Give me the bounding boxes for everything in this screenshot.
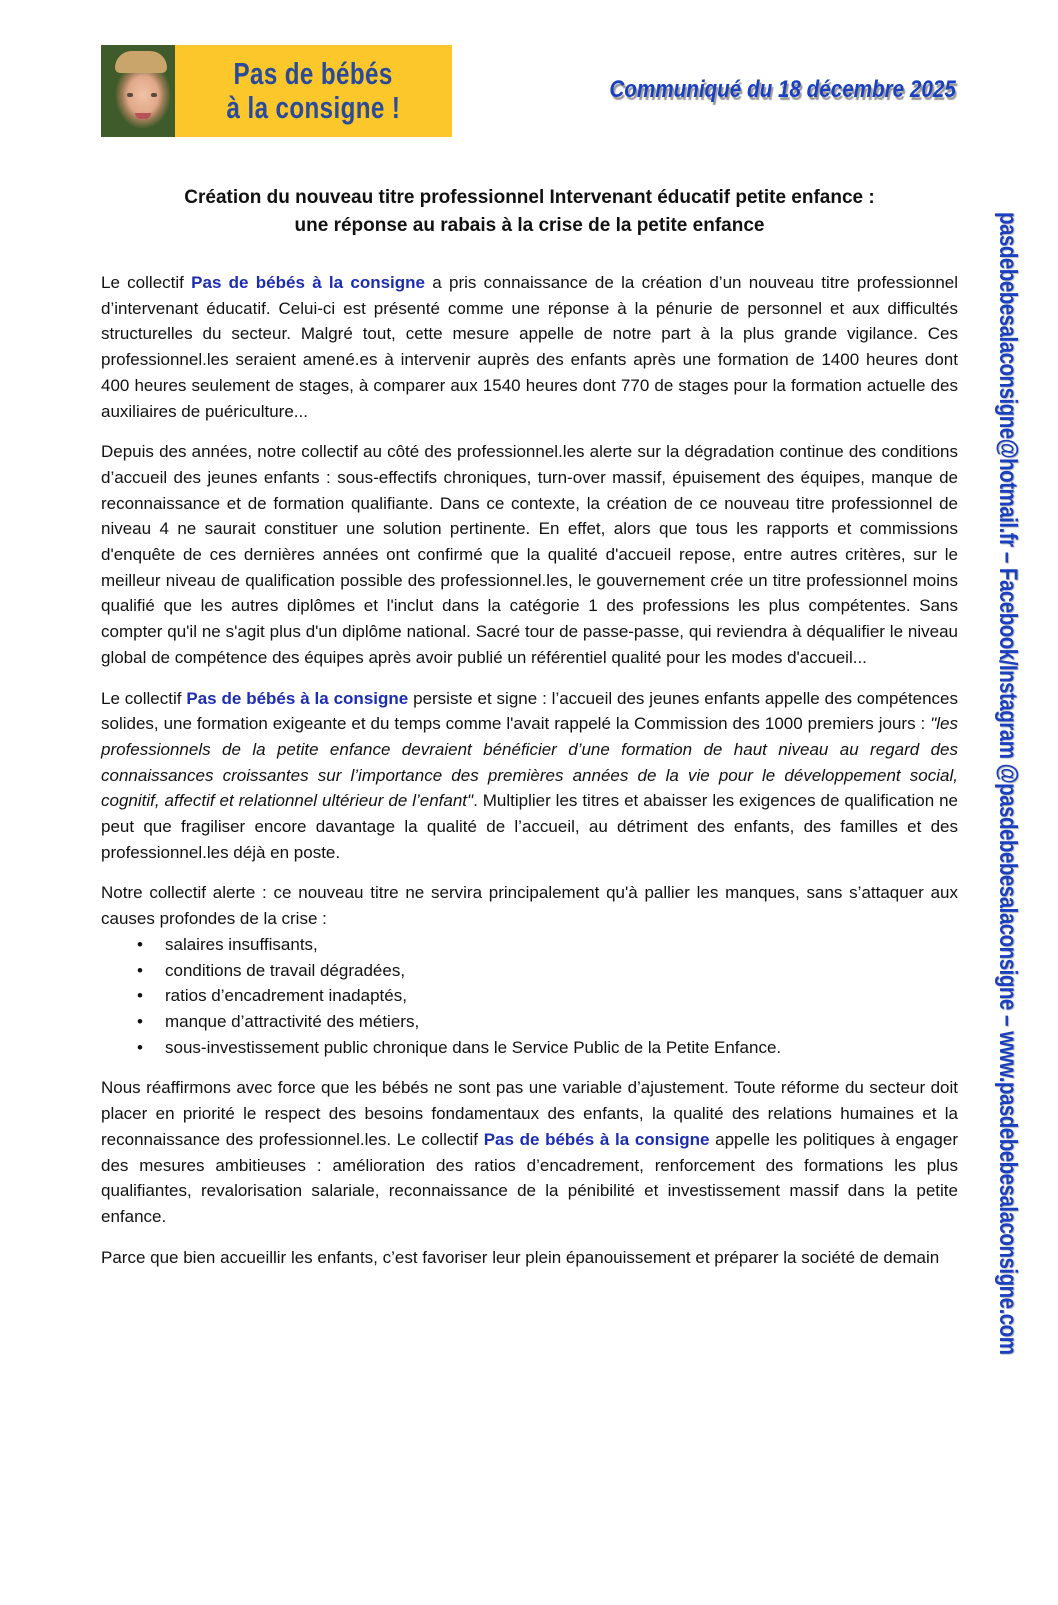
causes-list xyxy=(101,932,958,1061)
list-item: • manque d’attractivité des métiers, xyxy=(165,1009,958,1035)
child-photo xyxy=(101,45,175,137)
paragraph-5 xyxy=(101,1075,958,1229)
paragraph-text: Notre collectif alerte : ce nouveau titre ne servira principalement qu'à pallier les manques, sans s’attaquer aux causes profondes de la crise : xyxy=(101,883,958,929)
paragraph-3 xyxy=(101,686,958,866)
brand-name: Pas de bébés à la consigne xyxy=(191,273,426,292)
brand-name: Pas de bébés à la consigne xyxy=(186,688,409,708)
paragraph-1 xyxy=(101,270,958,424)
paragraph-text: Le collectif xyxy=(101,688,187,708)
logo-line-1: Pas de bébés xyxy=(233,56,394,91)
brand-name: Pas de bébés à la consigne xyxy=(483,1129,710,1149)
contact-sidebar xyxy=(993,212,1022,1605)
paragraph-text: appelle les politiques à engager des mesures ambitieuses : amélioration des ratios d’encadrement, renforcement des formations les plus qualifiantes, revalorisation salariale, reconnaissance de la pénibilité et investissement massif dans la petite enfance. xyxy=(101,1129,958,1226)
logo-line-2: à la consigne ! xyxy=(226,90,401,125)
document-body xyxy=(101,270,958,1285)
contact-links: pasdebebesalaconsigne@hotmail.fr – Facebook/Instagram @pasdebebesalaconsigne – www.pasdebebesalaconsigne.com xyxy=(994,212,1022,1355)
commission-quote: "les professionnels de la petite enfance devraient bénéficier d’une formation de haut niveau au regard des connaissances croissantes sur l’importance des premières années de la vie pour le développement social, cognitif, affectif et relationnel ultérieur de l’enfant" xyxy=(101,714,958,811)
paragraph-text: Le collectif xyxy=(101,273,192,292)
document-title xyxy=(101,184,958,240)
paragraph-2: Depuis des années, notre collectif au côté des professionnel.les alerte sur la dégradation continue des conditions d’accueil des jeunes enfants : sous-effectifs chroniques, turn-over massif, épuisement des équipes, manque de reconnaissance et de formation qualifiante. Dans ce contexte, la création de ce nouveau titre professionnel de niveau 4 ne saurait constituer une solution pertinente. En effet, alors que tous les rapports et commissions d'enquête de ces dernières années ont confirmé que la qualité d'accueil repose, entre autres critères, sur le meilleur niveau de qualification possible des professionnel.les, le gouvernement crée un titre professionnel moins qualifié que les autres diplômes et l'inclut dans la catégorie 1 des professions les plus compétentes. Sans compter qu'il ne s'agit plus d'un diplôme national. Sacré tour de passe-passe, qui reviendra à déqualifier le niveau global de compétence des équipes après avoir publié un référentiel qualité pour les modes d'accueil... xyxy=(101,442,958,667)
paragraph-text: persiste et signe : l’accueil des jeunes enfants appelle des compétences solides, une formation exigeante et du temps comme l'avait rappelé la Commission des 1000 premiers jours : xyxy=(101,688,959,734)
list-item: • conditions de travail dégradées, xyxy=(165,958,958,984)
title-line-2: une réponse au rabais à la crise de la petite enfance xyxy=(294,215,765,236)
logo-banner xyxy=(175,45,452,137)
press-release-date: Communiqué du 18 décembre 2025 xyxy=(609,76,956,103)
paragraph-6: Parce que bien accueillir les enfants, c’est favoriser leur plein épanouissement et préparer la société de demain xyxy=(101,1247,940,1267)
paragraph-4 xyxy=(101,880,958,1060)
title-line-1: Création du nouveau titre professionnel Intervenant éducatif petite enfance : xyxy=(184,187,875,208)
list-item: • salaires insuffisants, xyxy=(165,932,958,958)
paragraph-text: Nous réaffirmons avec force que les bébés ne sont pas une variable d’ajustement. Toute réforme du secteur doit placer en priorité le respect des besoins fondamentaux des enfants, la qualité des relations humaines et la reconnaissance des professionnel.les. Le collectif xyxy=(101,1078,958,1149)
collective-logo xyxy=(101,45,452,137)
paragraph-text: a pris connaissance de la création d’un nouveau titre professionnel d’intervenant éducatif. Celui-ci est présenté comme une réponse à la pénurie de personnel et aux difficultés structurelles du secteur. Malgré tout, cette mesure appelle de notre part à la plus grande vigilance. Ces professionnel.les seraient amené.es à intervenir auprès des enfants après une formation de 1400 heures dont 400 heures seulement de stages, à comparer aux 1540 heures dont 770 de stages pour la formation actuelle des auxiliaires de puériculture... xyxy=(101,273,959,421)
list-item: • ratios d’encadrement inadaptés, xyxy=(165,983,958,1009)
list-item: • sous-investissement public chronique dans le Service Public de la Petite Enfance. xyxy=(165,1035,958,1061)
paragraph-text: . Multiplier les titres et abaisser les exigences de qualification ne peut que fragiliser encore davantage la qualité de l’accueil, au détriment des enfants, des familles et des professionnel.les déjà en poste. xyxy=(101,791,958,862)
